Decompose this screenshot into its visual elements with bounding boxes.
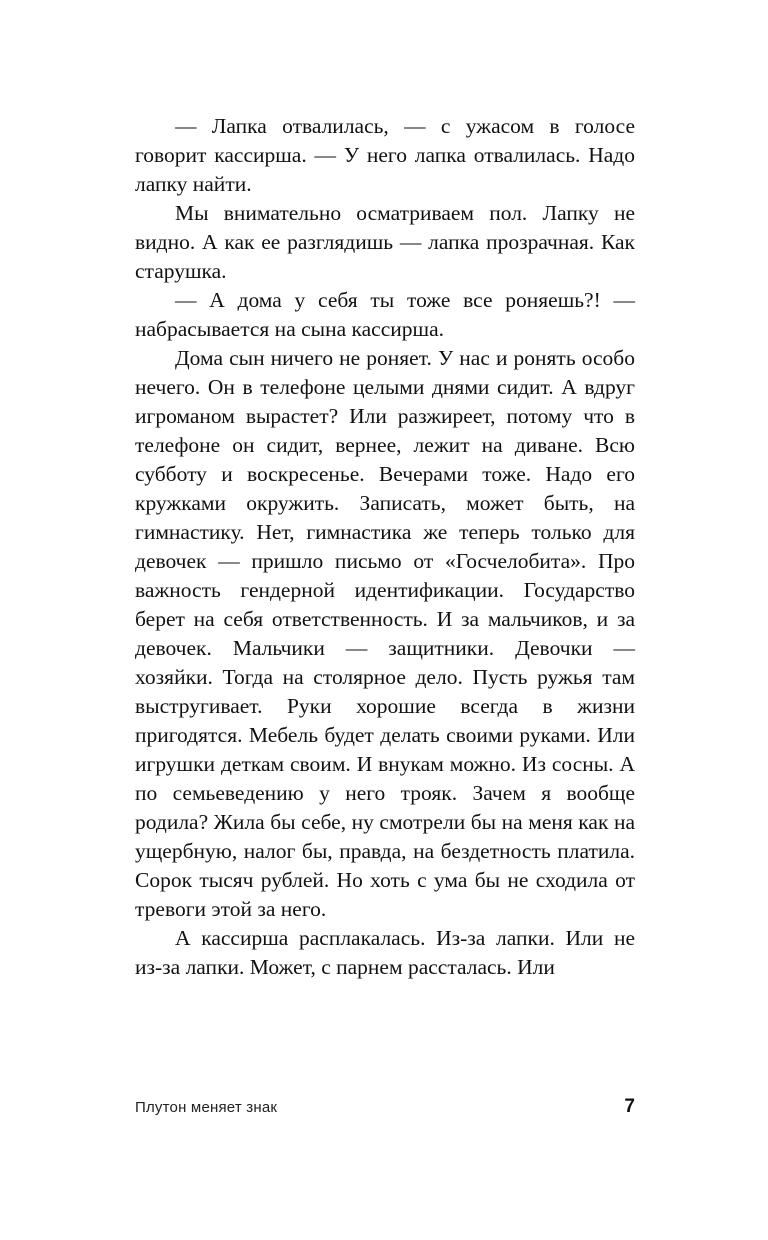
book-page <box>135 112 635 982</box>
paragraph: Мы внимательно осматриваем пол. Лапку не видно. А как ее разглядишь — лапка прозрачная. Как старушка. <box>135 201 635 283</box>
page-number: 7 <box>624 1096 635 1117</box>
body-text <box>135 112 635 982</box>
paragraph: Дома сын ничего не роняет. У нас и ронять особо нечего. Он в телефоне целыми днями сидит. А вдруг игроманом вырастет? Или разжиреет, потому что в телефоне он сидит, вернее, лежит на диване. Всю субботу и воскресенье. Вечерами тоже. Надо его кружками окружить. Записать, может быть, на гимнастику. Нет, гимнастика же теперь только для девочек — пришло письмо от «Госчелобита». Про важность гендерной идентификации. Государство берет на себя ответственность. И за мальчиков, и за девочек. Мальчики — защитники. Девочки — хозяйки. Тогда на столярное дело. Пусть ружья там выстругивает. Руки хорошие всегда в жизни пригодятся. Мебель будет делать своими руками. Или игрушки деткам своим. И внукам можно. Из сосны. А по семьеведению у него трояк. Зачем я вообще родила? Жила бы себе, ну смотрели бы на меня как на ущербную, налог бы, правда, на бездетность платила. Сорок тысяч рублей. Но хоть с ума бы не сходила от тревоги этой за него. <box>135 346 635 921</box>
running-title: Плутон меняет знак <box>135 1099 278 1116</box>
paragraph: — Лапка отвалилась, — с ужасом в голосе говорит кассирша. — У него лапка отвалилась. Надо лапку найти. <box>135 114 635 196</box>
page-footer <box>135 1096 635 1118</box>
paragraph: А кассирша расплакалась. Из-за лапки. Или не из-за лапки. Может, с парнем рассталась. Или <box>135 926 635 979</box>
paragraph: — А дома у себя ты тоже все роняешь?! — набрасывается на сына кассирша. <box>135 288 635 341</box>
